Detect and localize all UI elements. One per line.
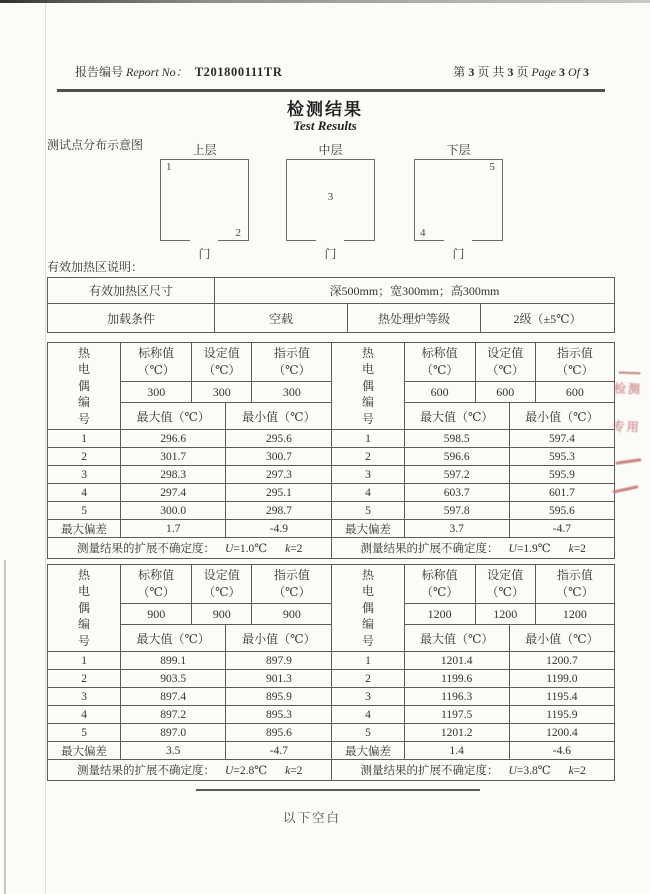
page-info-text: 第 — [453, 65, 466, 79]
thermocouple-id-header — [332, 343, 404, 430]
table-row — [48, 502, 615, 520]
tc-number: 2 — [332, 670, 404, 688]
max-value: 897.4 — [121, 688, 226, 706]
thermocouple-id-header-text: 热电偶编号 — [78, 567, 91, 648]
tc-number: 2 — [332, 448, 404, 466]
report-number-label-cn: 报告编号 — [75, 65, 124, 79]
tc-number: 2 — [48, 448, 121, 466]
max-value: 1201.2 — [404, 724, 509, 742]
door-label: 门 — [324, 247, 337, 261]
furnace-grade-label: 热处理炉等级 — [348, 304, 481, 333]
table-row — [48, 484, 615, 502]
max-deviation-row — [48, 520, 615, 538]
blank-below-note: 以下空白 — [282, 811, 341, 825]
diagram-caption: 测试点分布示意图 — [47, 138, 144, 152]
page-info-en: Page — [531, 65, 556, 79]
max-header: 最大值（℃） — [121, 625, 226, 652]
end-of-content-rule — [196, 789, 480, 791]
max-deviation-value: 1.4 — [404, 742, 509, 760]
page-number-en: 3 — [559, 65, 565, 79]
nominal-header: 标称值 （℃） — [404, 343, 475, 382]
door-opening — [190, 238, 218, 242]
table-row — [48, 688, 615, 706]
stamp-stroke-fragment — [615, 458, 641, 465]
min-value: 595.6 — [509, 502, 614, 520]
max-value: 300.0 — [121, 502, 226, 520]
stamp-text-fragment: 检测 — [613, 381, 643, 397]
red-stamp-fragment — [607, 371, 650, 522]
min-header: 最小值（℃） — [509, 625, 614, 652]
tc-number: 1 — [332, 430, 404, 448]
test-point: 5 — [489, 161, 495, 173]
nominal-value: 1200 — [404, 604, 475, 625]
report-number-label-en: Report No： — [126, 65, 188, 79]
max-value: 899.1 — [121, 652, 226, 670]
door-label: 门 — [452, 247, 465, 261]
tc-number: 4 — [332, 484, 404, 502]
uncertainty-row — [48, 538, 615, 559]
nominal-value: 300 — [121, 382, 192, 403]
max-deviation-row — [48, 742, 615, 760]
nominal-header: 标称值 （℃） — [121, 565, 192, 604]
min-value: 597.4 — [509, 430, 614, 448]
paper-crease-line — [45, 3, 46, 894]
tc-number: 5 — [332, 502, 404, 520]
indicated-value: 600 — [535, 382, 614, 403]
tc-number: 3 — [332, 466, 404, 484]
min-value: 295.1 — [226, 484, 332, 502]
load-condition-label: 加载条件 — [48, 304, 215, 333]
max-value: 597.8 — [404, 502, 509, 520]
min-header: 最小值（℃） — [226, 403, 332, 430]
test-point: 3 — [327, 191, 334, 203]
min-value: 297.3 — [226, 466, 332, 484]
min-value: 897.9 — [226, 652, 332, 670]
max-value: 603.7 — [404, 484, 509, 502]
furnace-outline — [160, 159, 249, 241]
max-deviation-value: 3.7 — [404, 520, 509, 538]
results-table-900-1200 — [47, 564, 615, 781]
min-value: 300.7 — [226, 448, 332, 466]
page-number: 3 — [468, 65, 475, 79]
max-value: 296.6 — [121, 430, 226, 448]
tc-number: 1 — [48, 652, 121, 670]
min-value: 601.7 — [509, 484, 614, 502]
stamp-stroke-fragment — [612, 485, 638, 493]
min-value: 895.6 — [226, 724, 332, 742]
tc-number: 1 — [332, 652, 404, 670]
table-row — [48, 670, 615, 688]
test-point: 4 — [420, 227, 426, 239]
max-deviation-label: 最大偏差 — [332, 742, 404, 760]
max-header: 最大值（℃） — [121, 403, 226, 430]
heating-zone-table — [47, 277, 615, 333]
report-number-value: T201800111TR — [194, 65, 283, 79]
max-value: 903.5 — [121, 670, 226, 688]
max-value: 1201.4 — [404, 652, 509, 670]
tc-number: 3 — [332, 688, 404, 706]
table-row — [48, 652, 615, 670]
heating-zone-size-label: 有效加热区尺寸 — [48, 278, 215, 304]
min-deviation-value: -4.9 — [226, 520, 332, 538]
layer-diagram-upper — [160, 141, 249, 262]
min-value: 595.9 — [509, 466, 614, 484]
page-info-text: 页 — [516, 65, 529, 79]
max-value: 297.4 — [121, 484, 226, 502]
layer-name: 中层 — [318, 143, 343, 157]
results-table-300-600 — [47, 342, 615, 559]
scan-left-edge-shadow — [4, 560, 6, 894]
tc-number: 5 — [48, 502, 121, 520]
max-value: 298.3 — [121, 466, 226, 484]
max-value: 597.2 — [404, 466, 509, 484]
set-header: 设定值 （℃） — [475, 343, 535, 382]
uncertainty-cell: 测量结果的扩展不确定度： U=2.8℃ k=2 — [48, 760, 332, 781]
indicated-header: 指示值 （℃） — [252, 343, 332, 382]
max-deviation-label: 最大偏差 — [48, 520, 121, 538]
door-opening — [316, 238, 344, 242]
layer-name: 下层 — [446, 143, 471, 157]
page-total-en: 3 — [583, 65, 589, 79]
tc-number: 4 — [48, 484, 121, 502]
table-row — [48, 706, 615, 724]
uncertainty-cell: 测量结果的扩展不确定度： U=1.9℃ k=2 — [332, 538, 615, 559]
uncertainty-cell: 测量结果的扩展不确定度： U=3.8℃ k=2 — [332, 760, 615, 781]
max-value: 598.5 — [404, 430, 509, 448]
max-deviation-label: 最大偏差 — [332, 520, 404, 538]
thermocouple-id-header-text: 热电偶编号 — [362, 567, 375, 648]
tc-number: 3 — [48, 688, 121, 706]
page-title: 检测结果 — [287, 100, 363, 119]
indicated-header: 指示值 （℃） — [535, 343, 614, 382]
uncertainty-cell: 测量结果的扩展不确定度： U=1.0℃ k=2 — [48, 538, 332, 559]
max-value: 897.2 — [121, 706, 226, 724]
min-header: 最小值（℃） — [226, 625, 332, 652]
stamp-arc-fragment — [619, 372, 641, 375]
max-value: 1199.6 — [404, 670, 509, 688]
nominal-header: 标称值 （℃） — [404, 565, 475, 604]
set-value: 1200 — [475, 604, 535, 625]
max-deviation-label: 最大偏差 — [48, 742, 121, 760]
tc-number: 4 — [48, 706, 121, 724]
thermocouple-id-header — [332, 565, 404, 652]
uncertainty-row — [48, 760, 615, 781]
min-value: 595.3 — [509, 448, 614, 466]
min-value: 1195.4 — [509, 688, 614, 706]
table-row — [48, 448, 615, 466]
thermocouple-id-header — [48, 565, 121, 652]
tc-number: 4 — [332, 706, 404, 724]
nominal-value: 900 — [121, 604, 192, 625]
set-header: 设定值 （℃） — [475, 565, 535, 604]
set-value: 300 — [192, 382, 252, 403]
furnace-outline — [286, 159, 375, 241]
test-point: 1 — [166, 161, 172, 173]
max-value: 897.0 — [121, 724, 226, 742]
test-point: 2 — [235, 227, 241, 239]
indicated-value: 900 — [252, 604, 332, 625]
min-value: 895.3 — [226, 706, 332, 724]
page-title-en: Test Results — [293, 118, 357, 133]
min-value: 295.6 — [226, 430, 332, 448]
min-value: 1195.9 — [509, 706, 614, 724]
indicated-value: 1200 — [535, 604, 614, 625]
min-deviation-value: -4.6 — [509, 742, 614, 760]
min-deviation-value: -4.7 — [509, 520, 614, 538]
set-value: 900 — [192, 604, 252, 625]
tc-number: 5 — [332, 724, 404, 742]
thermocouple-id-header-text: 热电偶编号 — [78, 345, 91, 426]
table-row — [48, 430, 615, 448]
max-header: 最大值（℃） — [404, 403, 509, 430]
layer-diagram-middle — [286, 141, 375, 262]
furnace-outline — [414, 159, 503, 241]
door-opening — [444, 238, 472, 242]
page-info-en: Of — [568, 65, 580, 79]
table-row — [48, 466, 615, 484]
load-condition-value: 空载 — [215, 304, 348, 333]
report-number-line — [75, 63, 282, 80]
indicated-header: 指示值 （℃） — [535, 565, 614, 604]
min-value: 1199.0 — [509, 670, 614, 688]
heating-zone-caption: 有效加热区说明： — [47, 260, 144, 274]
tc-number: 2 — [48, 670, 121, 688]
max-value: 1197.5 — [404, 706, 509, 724]
layer-name: 上层 — [192, 143, 217, 157]
min-value: 1200.7 — [509, 652, 614, 670]
page-info-line — [453, 63, 592, 80]
max-value: 1196.3 — [404, 688, 509, 706]
set-header: 设定值 （℃） — [192, 565, 252, 604]
max-value: 596.6 — [404, 448, 509, 466]
set-header: 设定值 （℃） — [192, 343, 252, 382]
nominal-header: 标称值 （℃） — [121, 343, 192, 382]
indicated-header: 指示值 （℃） — [252, 565, 332, 604]
furnace-grade-value: 2级（±5℃） — [481, 304, 615, 333]
min-deviation-value: -4.7 — [226, 742, 332, 760]
stamp-text-fragment: 专用 — [612, 419, 641, 435]
min-value: 298.7 — [226, 502, 332, 520]
min-value: 901.3 — [226, 670, 332, 688]
scan-top-edge — [0, 0, 650, 3]
min-header: 最小值（℃） — [509, 403, 614, 430]
max-value: 301.7 — [121, 448, 226, 466]
header-divider-rule — [57, 89, 605, 92]
page-total: 3 — [507, 65, 514, 79]
table-row — [48, 724, 615, 742]
min-value: 1200.4 — [509, 724, 614, 742]
max-deviation-value: 3.5 — [121, 742, 226, 760]
heating-zone-size-value: 深500mm；宽300mm；高300mm — [215, 278, 615, 304]
set-value: 600 — [475, 382, 535, 403]
door-label: 门 — [198, 247, 211, 261]
min-value: 895.9 — [226, 688, 332, 706]
tc-number: 3 — [48, 466, 121, 484]
tc-number: 5 — [48, 724, 121, 742]
page-info-text: 页 共 — [477, 65, 505, 79]
thermocouple-id-header-text: 热电偶编号 — [362, 345, 375, 426]
indicated-value: 300 — [252, 382, 332, 403]
thermocouple-id-header — [48, 343, 121, 430]
tc-number: 1 — [48, 430, 121, 448]
layer-diagram-lower — [414, 141, 503, 262]
nominal-value: 600 — [404, 382, 475, 403]
max-deviation-value: 1.7 — [121, 520, 226, 538]
max-header: 最大值（℃） — [404, 625, 509, 652]
